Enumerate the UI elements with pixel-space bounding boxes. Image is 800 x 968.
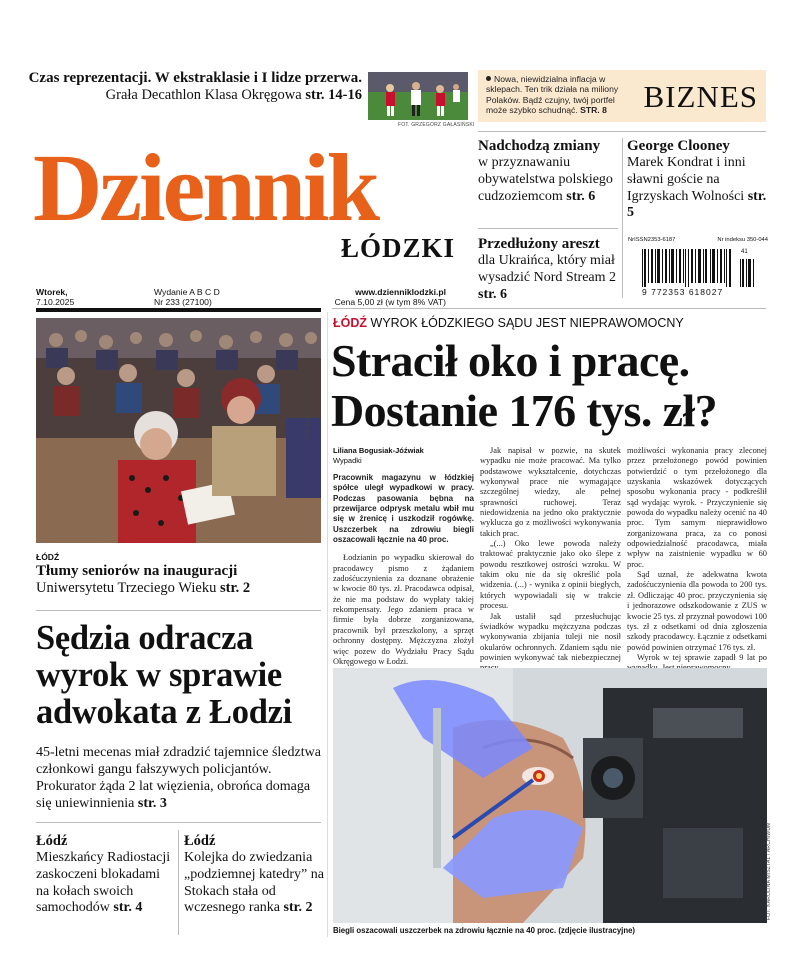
divider bbox=[327, 312, 328, 937]
side-teaser-page-ref: str. 5 bbox=[627, 188, 767, 221]
side-teaser-title: Przedłużony areszt bbox=[478, 236, 600, 252]
top-teaser[interactable] bbox=[0, 70, 362, 104]
bottom-teaser-text: Mieszkańcy Radiostacji zaskoczeni blokadami na kołach swoich samochodów bbox=[36, 850, 171, 916]
eye-photo-caption: Biegli oszacowali uszczerbek na zdrowiu łącznie na 40 proc. (zdjęcie ilustracyjne) bbox=[333, 926, 636, 935]
football-photo[interactable] bbox=[368, 72, 468, 120]
main-story-col2 bbox=[480, 446, 621, 694]
bullet-icon bbox=[486, 76, 491, 81]
football-photo-credit: FOT. GRZEGORZ GAŁASIŃSKI bbox=[398, 122, 475, 128]
bottom-teaser-katedra[interactable] bbox=[184, 833, 324, 917]
main-story-headline-line2: Dostanie 176 tys. zł? bbox=[331, 385, 718, 436]
masthead-rule bbox=[36, 308, 321, 312]
divider bbox=[478, 228, 618, 229]
main-story-col1 bbox=[333, 473, 474, 667]
divider bbox=[622, 138, 623, 298]
side-teaser-text: dla Ukraińca, który miał wysadzić Nord Stream 2 bbox=[478, 253, 617, 285]
top-teaser-title: Czas reprezentacji. W ekstraklasie i I lidze przerwa. bbox=[28, 70, 362, 86]
divider bbox=[36, 822, 321, 823]
side-teaser-nordstream[interactable] bbox=[478, 236, 620, 303]
website-link[interactable]: www.dzienniklodzki.pl bbox=[355, 287, 446, 297]
main-story-headline-line1: Stracił oko i pracę. bbox=[331, 335, 690, 386]
index-number: Nr indeksu 350-044 bbox=[717, 237, 768, 243]
judge-teaser[interactable] bbox=[36, 744, 321, 812]
seniors-teaser[interactable] bbox=[36, 563, 321, 597]
side-teaser-text: Marek Kondrat i inni sławni goście na Igrzyskach Wolności bbox=[627, 155, 746, 204]
side-teaser-page-ref: str. 6 bbox=[566, 188, 596, 204]
bottom-teaser-tag: Łódź bbox=[184, 833, 216, 849]
seniors-text: Uniwersytetu Trzeciego Wieku bbox=[36, 580, 217, 596]
issue-day: Wtorek, bbox=[36, 287, 68, 297]
side-teaser-title: George Clooney bbox=[627, 138, 730, 154]
judge-text: 45-letni mecenas miał zdradzić tajemnice śledztwa członkowi gangu fałszywych policjantów. Prokurator żąda 2 lat więzienia, obrońca domaga się uniewinnienia bbox=[36, 745, 321, 811]
judge-headline[interactable]: Sędzia odracza wyrok w sprawie adwokata z Łodzi bbox=[36, 619, 292, 731]
side-teaser-citizenship[interactable] bbox=[478, 138, 618, 205]
edition-label: Wydanie A B C D bbox=[154, 287, 220, 297]
main-story-paragraph: Jak ustalił sąd przesłuchując świadków wypadku mężczyzna podczas wykonywania zbijania tuleji nie nosił okularów ochronnych. Zdaniem sądu nie powinien wykonywać tak niebezpiecznej bbox=[480, 611, 621, 662]
price: Cena 5,00 zł (w tym 8% VAT) bbox=[334, 297, 446, 307]
bottom-teaser-tag: Łódź bbox=[36, 833, 68, 849]
eye-photo-credit: FOT. KAROLINA MISZTAL / ARCHIWUM bbox=[766, 822, 772, 920]
barcode-block bbox=[628, 237, 768, 301]
bottom-teaser-page-ref: str. 4 bbox=[113, 900, 143, 916]
bottom-teaser-radiostacja[interactable] bbox=[36, 833, 174, 917]
author: Liliana Bogusiak-Jóźwiak bbox=[333, 446, 424, 455]
main-story-tag: ŁÓDŹ bbox=[333, 316, 368, 330]
divider bbox=[178, 830, 179, 935]
issn: NrISSN2353-6187 bbox=[628, 237, 676, 243]
main-story-paragraph: Jak napisał w pozwie, na skutek wypadku nie może pracować. Ma tylko podstawowe wykształcenie, dotychczas wykonywał prace nie wymagające szczególnej wiedzy, ale pełnej sprawności ruchowej. Teraz niedowidzenia na jedno oko praktycznie wyklucza go z możliwości wykonywania takich prac. bbox=[480, 446, 621, 538]
main-story-byline bbox=[333, 446, 424, 466]
main-story-paragraph: Sąd uznał, że adekwatna kwota zadośćuczynienia dla powoda to 200 tys. zł. Odliczając 40 proc. przyczynienia się i jednorazowe odszkodowanie z ZUS w kwocie 25 tys. zł przyznał powodowi 100 tys. zł z odsetkami od dnia zgłoszenia szkody pracodawcy. Łącznie z odsetkami powód powinien otrzymać 176 tys. zł. bbox=[627, 570, 767, 652]
section: Wypadki bbox=[333, 456, 362, 465]
main-story-lead: Pracownik magazynu w łódzkiej spółce uległ wypadkowi w pracy. Podczas pasowania bębna na przewijarce odprysk metalu wbił mu się w źrenicę i uszkodził rogówkę. Uszczerbek na zdrowiu biegli oszacowali łącznie na 40 proc. bbox=[333, 473, 474, 545]
main-story-paragraph: Łodzianin po wypadku skierował do pracodawcy pismo z żądaniem zadośćuczynienia za doznane obrażenie w kwocie 80 tys. zł. Pracodawca odpisał, że nie ma podstaw do wypłaty takiej rekompensaty. Jego zdaniem praca w firmie była dobrze zorganizowana, pracownik był przeszkolony, a sprzęt ochronny dostępny. Mężczyzna złożył więc pozew do Wydziału Pracy Sądu Okręgowego w Łodzi. bbox=[333, 553, 474, 666]
biznes-teaser-page-ref: STR. 8 bbox=[580, 105, 607, 116]
side-teaser-page-ref: str. 6 bbox=[478, 286, 508, 302]
top-teaser-subtitle: Grała Decathlon Klasa Okręgowa bbox=[105, 87, 302, 103]
main-story-paragraph: Wyrok w tej sprawie zapadł 9 lat po bbox=[637, 652, 767, 662]
seniors-tag: ŁÓDŹ bbox=[36, 552, 60, 562]
side-teaser-text: w przyznawaniu obywatelstwa polskiego cudzoziemcom bbox=[478, 155, 613, 204]
divider bbox=[478, 131, 766, 132]
issue-date: 7.10.2025 bbox=[36, 297, 75, 307]
seniors-page-ref: str. 2 bbox=[220, 580, 251, 596]
seniors-photo-credit: FOT. KRZYSZTOF SZYMCZAK bbox=[305, 364, 311, 440]
barcode-issue: 41 bbox=[741, 249, 748, 255]
masthead-subtitle: ŁÓDZKI bbox=[341, 233, 456, 263]
main-story-paragraph: „(...) Oko lewe powoda należy traktować praktycznie jako oko ślepe z powodu resztkowej ostrości wzroku. W takim oku nie da się określić pola widzenia. (...) - wynika z opinii biegłych, których wypowiadali się w trakcie procesu. bbox=[480, 539, 621, 611]
seniors-title: Tłumy seniorów na inauguracji bbox=[36, 563, 238, 579]
issue-number: Nr 233 (27100) bbox=[154, 297, 212, 307]
main-story-headline[interactable] bbox=[331, 336, 771, 436]
judge-page-ref: str. 3 bbox=[137, 796, 167, 811]
biznes-teaser-text: Nowa, niewidzialna inflacja w sklepach. Ten trik działa na miliony Polaków. Bądź czujny, twój portfel może szybko schudnąć. bbox=[486, 74, 619, 116]
bottom-teaser-text: Kolejka do zwiedzania „podziemnej katedry” na Stokach stała od wczesnego ranka bbox=[184, 850, 324, 916]
barcode-digits: 9 772353 618027 bbox=[642, 287, 724, 297]
eye-exam-photo[interactable] bbox=[333, 668, 767, 923]
main-story-col3 bbox=[627, 446, 767, 674]
divider bbox=[332, 308, 766, 309]
main-story-kicker bbox=[333, 316, 684, 330]
main-story-paragraph: możliwości wykonania pracy zleconej przez przełożonego powód powinien potwierdzić o tym przełożonego dla uzyskania wskazówek dotyczących sposobu wykonania pracy - podkreślił sąd wydając wyrok. - Przyczynienie się powoda do wypadku należy ocenić na 40 proc. Tym samym nieprawidłowo zorganizowana praca, za co ponosi odpowiedzialność pracodawca, miała wpływ na zaistnienie wypadku w 60 proc. bbox=[627, 446, 767, 569]
side-teaser-clooney[interactable] bbox=[627, 138, 767, 222]
divider bbox=[36, 610, 321, 611]
top-teaser-page-ref: str. 14-16 bbox=[305, 87, 362, 103]
biznes-teaser[interactable] bbox=[478, 70, 766, 122]
seniors-photo[interactable] bbox=[36, 318, 321, 543]
biznes-label: BIZNES bbox=[643, 79, 758, 114]
masthead-title: Dziennik bbox=[33, 134, 378, 241]
bottom-teaser-page-ref: str. 2 bbox=[283, 900, 313, 916]
side-teaser-title: Nadchodzą zmiany bbox=[478, 138, 601, 154]
main-story-kicker-text: WYROK ŁÓDZKIEGO SĄDU JEST NIEPRAWOMOCNY bbox=[370, 316, 684, 330]
